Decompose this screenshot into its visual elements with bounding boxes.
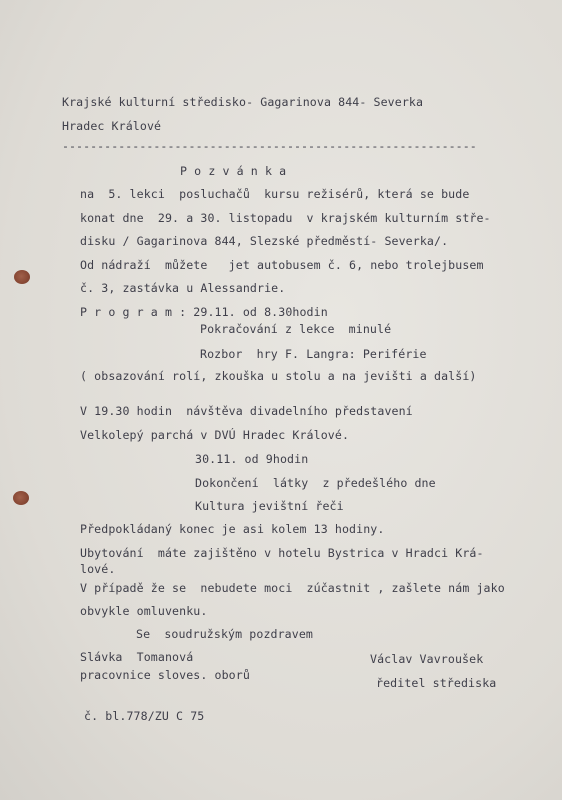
program-item: Kultura jevištní řeči [195,499,344,513]
header-rule: ----------------------------------------------------------- [62,139,477,153]
intro-line: Od nádraží můžete jet autobusem č. 6, nebo trolejbusem [80,258,484,272]
intro-line: na 5. lekci posluchačů kursu režisérů, která se bude [80,187,470,201]
program-day2-heading: 30.11. od 9hodin [195,452,309,466]
signatory-left-name: Slávka Tomanová [80,650,194,664]
closing-line: lové. [80,562,116,576]
program-item: Pokračování z lekce minulé [200,322,392,336]
closing-line: obvykle omluvenku. [80,604,208,618]
salutation: Se soudružským pozdravem [136,627,314,641]
program-item: Rozbor hry F. Langra: Periférie [200,347,427,361]
document-title: P o z v á n k a [180,164,287,178]
header-line-1: Krajské kulturní středisko- Gagarinova 844- Severka [62,95,424,109]
punch-hole [13,491,29,505]
punch-hole [14,270,30,284]
closing-line: V případě že se nebudete moci zúčastnit , zašlete nám jako [80,581,505,595]
reference-number: č. bl.778/ZU C 75 [84,709,205,723]
closing-line: Ubytování máte zajištěno v hotelu Bystrica v Hradci Krá- [80,546,484,560]
header-line-2: Hradec Králové [62,119,162,133]
intro-line: č. 3, zastávka u Alessandrie. [80,281,286,295]
program-item: Dokončení látky z předešlého dne [195,476,436,490]
program-evening-line: Velkolepý parchá v DVÚ Hradec Králové. [80,428,350,442]
signatory-right-role: ředitel střediska [376,676,497,690]
signatory-left-role: pracovnice sloves. oborů [80,668,250,682]
program-heading: P r o g r a m : 29.11. od 8.30hodin [80,305,328,319]
signatory-right-name: Václav Vavroušek [370,652,484,666]
program-note: ( obsazování rolí, zkouška u stolu a na jevišti a další) [80,369,477,383]
intro-line: konat dne 29. a 30. listopadu v krajském kulturním stře- [80,211,491,225]
intro-line: disku / Gagarinova 844, Slezské předměstí- Severka/. [80,234,449,248]
closing-line: Předpokládaný konec je asi kolem 13 hodiny. [80,522,385,536]
program-evening-line: V 19.30 hodin návštěva divadelního představení [80,404,413,418]
